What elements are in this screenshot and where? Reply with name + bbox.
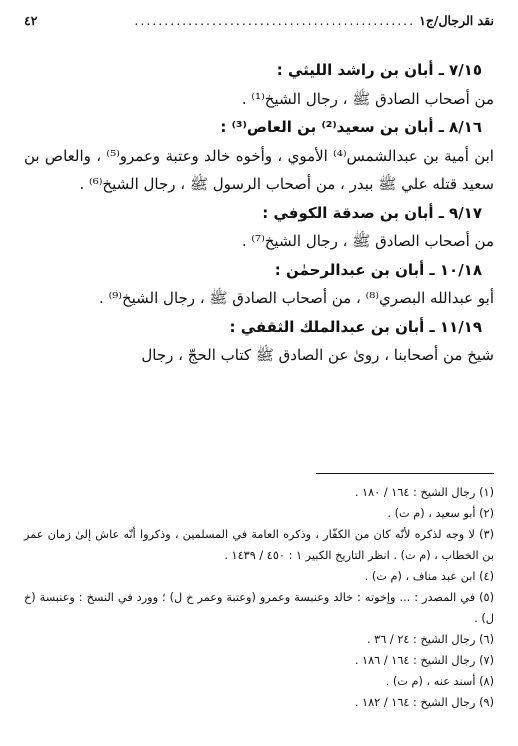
entry [24, 313, 494, 370]
footnote-text: رجال الشيخ : ٢٤ / ٣٦ . [366, 633, 476, 646]
entry-title: ٧/١٥ ـ أبان بن راشد الليثي : [276, 61, 482, 79]
footnote-number: (٦) [479, 633, 494, 646]
footnote-number: (٤) [479, 570, 494, 583]
entry-text: أبو عبدالله البصري⁽⁸⁾ ، من أصحاب الصادق ﷺ ، رجال الشيخ⁽⁹⁾ . [99, 289, 494, 307]
footnote [24, 692, 494, 713]
footnote-number: (٣) [479, 528, 494, 541]
entry-title: ١١/١٩ ـ أبان بن عبدالملك الثقفي : [229, 317, 482, 336]
footnote-text: ابن عبد مناف ، (م ت) . [364, 570, 476, 583]
footnotes [24, 482, 494, 713]
footnote-text: في المصدر : ... وإخوته : خالد وعنبسة وعمرو (وعتبة وعمر خ ل) ؛ وورد في النسخ : وعنبسة (خ ل) . [24, 591, 494, 625]
footnote-text: أبو سعيد ، (م ت) . [387, 507, 476, 520]
footnote-text: رجال الشيخ : ١٦٤ / ١٨٠ . [354, 486, 476, 499]
footnote-text: أسند عنه ، (م ت) . [385, 675, 476, 688]
entry-text: من أصحاب الصادق ﷺ ، رجال الشيخ⁽¹⁾ . [241, 89, 494, 108]
entry-text: من أصحاب الصادق ﷺ ، رجال الشيخ⁽⁷⁾ . [241, 232, 494, 250]
footnote-text: لا وجه لذكره لأنّه كان من الكفّار ، وذكره العامة في المسلمين ، وذكروا أنّه عاش إلىٰ زمان عمر بن الخطاب ، (م ت) . انظر التاريخ الكبير ١ : ٤٥٠ / ١٤٣٩ . [24, 528, 494, 562]
footnote-number: (٥) [479, 591, 494, 604]
entry-text: شيخ من أصحابنا ، روىٰ عن الصادق ﷺ كتاب الحجّ ، رجال [141, 346, 494, 364]
entry-text: ابن أمية بن عبدالشمس⁽⁴⁾ الأموي ، وأخوه خالد وعتبة وعمرو⁽⁵⁾ ، والعاص بن سعيد قتله علي ﷺ ببدر ، من أصحاب الرسول ﷺ ، رجال الشيخ⁽⁶⁾ . [24, 146, 494, 193]
entry [24, 56, 494, 113]
entry-title: ١٠/١٨ ـ أبان بن عبدالرحمٰن : [274, 260, 482, 279]
footnote-number: (٢) [479, 507, 494, 520]
footnote-number: (٨) [479, 675, 494, 688]
footnote-separator [316, 473, 494, 474]
header-dots: ............................................... [134, 13, 416, 28]
entry-title: ٨/١٦ ـ أبان بن سعيد⁽²⁾ بن العاص⁽³⁾ : [220, 118, 482, 136]
footnote-text: رجال الشيخ : ١٦٤ / ١٨٢ . [354, 696, 476, 709]
entry [24, 199, 494, 256]
footnote [24, 671, 494, 692]
footnote-text: رجال الشيخ : ١٦٤ / ١٨٦ . [354, 654, 476, 667]
footnote [24, 587, 494, 629]
page-number: ٤٢ [24, 13, 38, 28]
page-header [24, 13, 494, 33]
footnote [24, 629, 494, 650]
footnote [24, 503, 494, 524]
footnote-number: (٩) [479, 696, 494, 709]
entry [24, 113, 494, 199]
footnote-number: (١) [479, 486, 494, 499]
entry [24, 256, 494, 313]
page-body [24, 56, 494, 370]
footnote-number: (٧) [479, 654, 494, 667]
entry-title: ٩/١٧ ـ أبان بن صدقة الكوفي : [262, 203, 482, 222]
footnote [24, 482, 494, 503]
footnote [24, 650, 494, 671]
running-title: نقد الرجال/ج١ [419, 13, 494, 28]
footnote [24, 524, 494, 566]
footnote [24, 566, 494, 587]
